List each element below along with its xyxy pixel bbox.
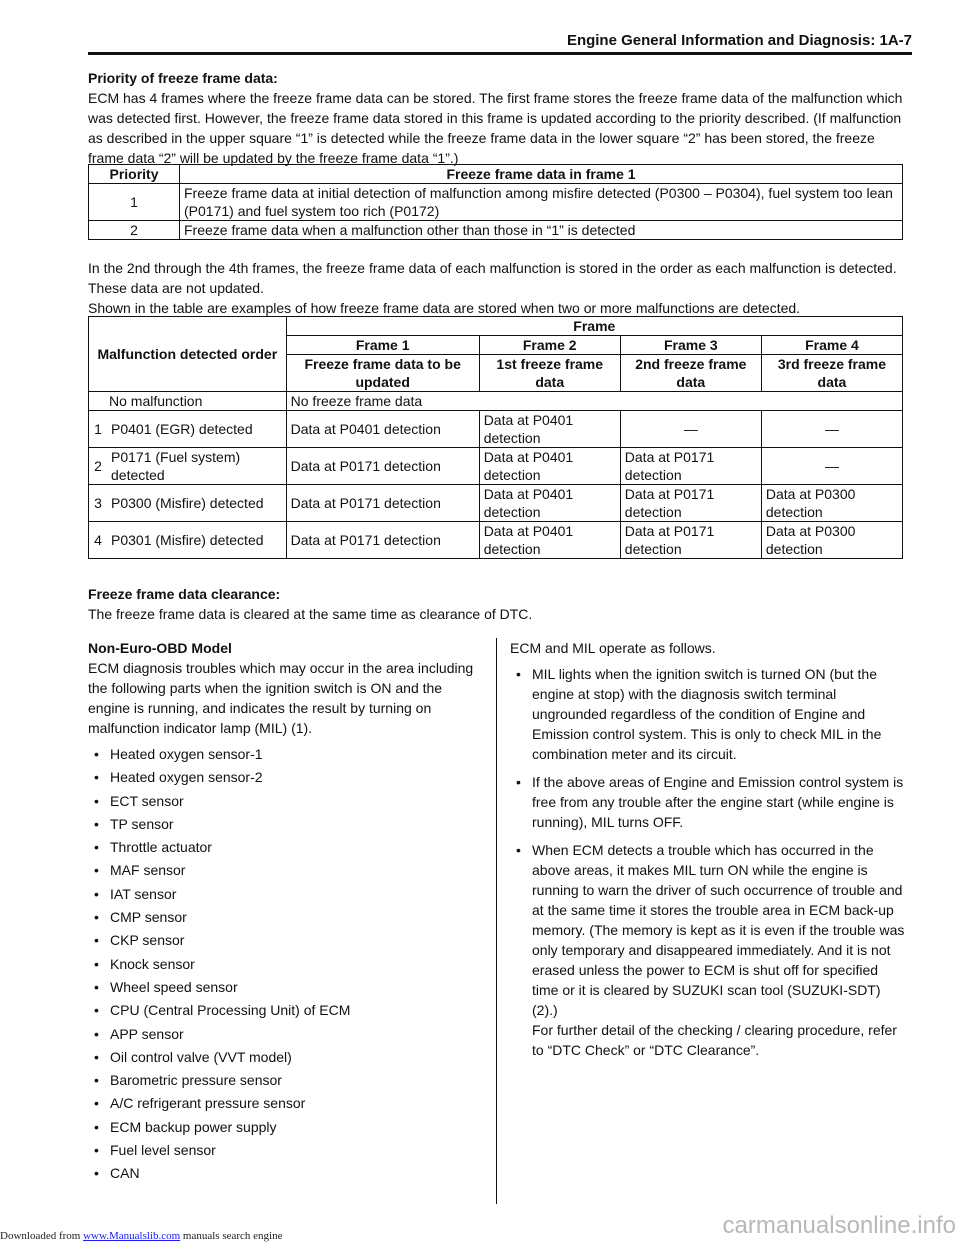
list-item xyxy=(510,840,905,1060)
frame-cell: Data at P0171 detection xyxy=(286,448,479,485)
priority-col-header: Priority xyxy=(89,165,180,184)
manualslib-link[interactable]: www.Manualslib.com xyxy=(83,1230,181,1242)
frame-cell: Data at P0300 detection xyxy=(761,522,902,559)
list-item: • TP sensor xyxy=(88,814,483,834)
footer-prefix: Downloaded from xyxy=(0,1230,84,1242)
table-row xyxy=(89,411,903,448)
frame-name: Frame 3 xyxy=(620,336,761,355)
list-item: • Heated oxygen sensor-1 xyxy=(88,744,483,764)
watermark: carmanualsonline.info xyxy=(722,1212,956,1239)
frame-desc: 3rd freeze frame data xyxy=(761,355,902,392)
order-number: 2 xyxy=(89,448,108,485)
frame-cell: Data at P0401 detection xyxy=(286,411,479,448)
list-item: • CMP sensor xyxy=(88,907,483,927)
priority-num: 1 xyxy=(89,184,180,221)
list-item: • CPU (Central Processing Unit) of ECM xyxy=(88,1000,483,1020)
list-item: • MIL lights when the ignition switch is turned ON (but the engine at stop) with the diagnosis switch terminal ungrounded regardless of the condition of Engine and Emission control system. This is only to check MIL in the combination meter and its circuit. xyxy=(510,664,905,764)
clearance-body: The freeze frame data is cleared at the same time as clearance of DTC. xyxy=(88,606,533,622)
order-text: P0300 (Misfire) detected xyxy=(107,485,286,522)
table-row xyxy=(89,485,903,522)
frame-desc: Freeze frame data to be updated xyxy=(286,355,479,392)
list-item: • Heated oxygen sensor-2 xyxy=(88,767,483,787)
frame-cell: Data at P0401 detection xyxy=(479,522,620,559)
table-row xyxy=(89,522,903,559)
table-row xyxy=(89,448,903,485)
list-item: • Oil control valve (VVT model) xyxy=(88,1047,483,1067)
list-item: • A/C refrigerant pressure sensor xyxy=(88,1093,483,1113)
ecm-mil-intro: ECM and MIL operate as follows. xyxy=(510,640,716,656)
frame-desc: 1st freeze frame data xyxy=(479,355,620,392)
list-item: • Wheel speed sensor xyxy=(88,977,483,997)
frame-group-header: Frame xyxy=(286,317,902,336)
list-item: • CKP sensor xyxy=(88,930,483,950)
list-item: • CAN xyxy=(88,1163,483,1183)
frame-cell: Data at P0171 detection xyxy=(286,485,479,522)
frame-name: Frame 4 xyxy=(761,336,902,355)
list-item: • ECT sensor xyxy=(88,791,483,811)
frames-section xyxy=(88,258,908,318)
frame-cell: Data at P0171 detection xyxy=(620,522,761,559)
frame1-col-header: Freeze frame data in frame 1 xyxy=(180,165,903,184)
footer-suffix: manuals search engine xyxy=(180,1230,283,1242)
frame-cell: Data at P0171 detection xyxy=(286,522,479,559)
non-euro-column xyxy=(88,638,483,1187)
list-item: • Knock sensor xyxy=(88,954,483,974)
frame-cell: — xyxy=(761,448,902,485)
parts-list xyxy=(88,744,483,1183)
priority-table xyxy=(88,164,903,240)
frame-cell: Data at P0300 detection xyxy=(761,485,902,522)
order-col-header: Malfunction detected order xyxy=(89,317,287,392)
priority-heading: Priority of freeze frame data: xyxy=(88,70,278,86)
frame-name: Frame 2 xyxy=(479,336,620,355)
order-text: P0301 (Misfire) detected xyxy=(107,522,286,559)
frame-cell: Data at P0171 detection xyxy=(620,448,761,485)
frames-para-2: Shown in the table are examples of how freeze frame data are stored when two or more malfunctions are detected. xyxy=(88,300,801,316)
list-item: • ECM backup power supply xyxy=(88,1117,483,1137)
order-number: 1 xyxy=(89,411,108,448)
further-detail-text: For further detail of the checking / clearing procedure, refer to “DTC Check” or “DTC Clearance”. xyxy=(532,1022,897,1058)
order-number: 3 xyxy=(89,485,108,522)
list-item: • MAF sensor xyxy=(88,860,483,880)
priority-desc: Freeze frame data at initial detection of malfunction among misfire detected (P0300 – P0304), fuel system too lean (P0171) and fuel system too rich (P0172) xyxy=(180,184,903,221)
frame-cell: Data at P0401 detection xyxy=(479,448,620,485)
list-item-text: When ECM detects a trouble which has occurred in the above areas, it makes MIL turn ON while the engine is running to warn the driver of such occurrence of trouble and at the same time it stores the trouble area in ECM back-up memory. (The memory is kept as it is even if the trouble was only temporary and disappeared immediately. And it is not erased unless the power to ECM is shut off for specified time or it is cleared by SUZUKI scan tool (SUZUKI-SDT) (2).) xyxy=(532,842,905,1018)
frame-cell: Data at P0401 detection xyxy=(479,411,620,448)
column-divider xyxy=(496,638,497,1204)
clearance-section xyxy=(88,584,908,624)
priority-section xyxy=(88,68,908,168)
priority-desc: Freeze frame data when a malfunction other than those in “1” is detected xyxy=(180,221,903,240)
frame-table-header-1 xyxy=(89,317,903,336)
header-rule xyxy=(88,52,912,55)
frame-table xyxy=(88,316,903,559)
no-malfunction-label: No malfunction xyxy=(89,392,287,411)
frame-cell: Data at P0171 detection xyxy=(620,485,761,522)
page-header-title: Engine General Information and Diagnosis: 1A-7 xyxy=(566,32,912,49)
order-text: P0171 (Fuel system) detected xyxy=(107,448,286,485)
order-text: P0401 (EGR) detected xyxy=(107,411,286,448)
non-euro-body: ECM diagnosis troubles which may occur in the area including the following parts when the ignition switch is ON and the engine is running, and indicates the result by turning on malfunction indicator lamp (MIL) (1). xyxy=(88,660,474,736)
frame-cell: — xyxy=(620,411,761,448)
priority-body: ECM has 4 frames where the freeze frame data can be stored. The first frame stores the freeze frame data of the malfunction which was detected first. However, the freeze frame data stored in this frame is updated according to the priority described. (If malfunction as described in the upper square “1” is detected while the freeze frame data in the lower square “2” has been stored, the freeze frame data “2” will be updated by the freeze frame data “1”.) xyxy=(88,90,903,166)
table-row xyxy=(89,184,903,221)
frame-cell: — xyxy=(761,411,902,448)
table-row xyxy=(89,221,903,240)
no-malfunction-value: No freeze frame data xyxy=(286,392,902,411)
frame-desc: 2nd freeze frame data xyxy=(620,355,761,392)
list-item: • IAT sensor xyxy=(88,884,483,904)
frames-para-1: In the 2nd through the 4th frames, the freeze frame data of each malfunction is stored in the order as each malfunction is detected. These data are not updated. xyxy=(88,260,897,296)
list-item: • Throttle actuator xyxy=(88,837,483,857)
list-item: • If the above areas of Engine and Emission control system is free from any trouble after the engine start (while engine is running), MIL turns OFF. xyxy=(510,772,905,832)
ecm-mil-column xyxy=(510,638,905,1068)
download-footer xyxy=(0,1230,282,1242)
frame-name: Frame 1 xyxy=(286,336,479,355)
priority-num: 2 xyxy=(89,221,180,240)
order-number: 4 xyxy=(89,522,108,559)
table-row xyxy=(89,392,903,411)
clearance-heading: Freeze frame data clearance: xyxy=(88,586,281,602)
non-euro-heading: Non-Euro-OBD Model xyxy=(88,640,232,656)
priority-table-header xyxy=(89,165,903,184)
list-item: • Barometric pressure sensor xyxy=(88,1070,483,1090)
list-item: • APP sensor xyxy=(88,1024,483,1044)
frame-cell: Data at P0401 detection xyxy=(479,485,620,522)
ecm-mil-list xyxy=(510,664,905,1060)
list-item: • Fuel level sensor xyxy=(88,1140,483,1160)
